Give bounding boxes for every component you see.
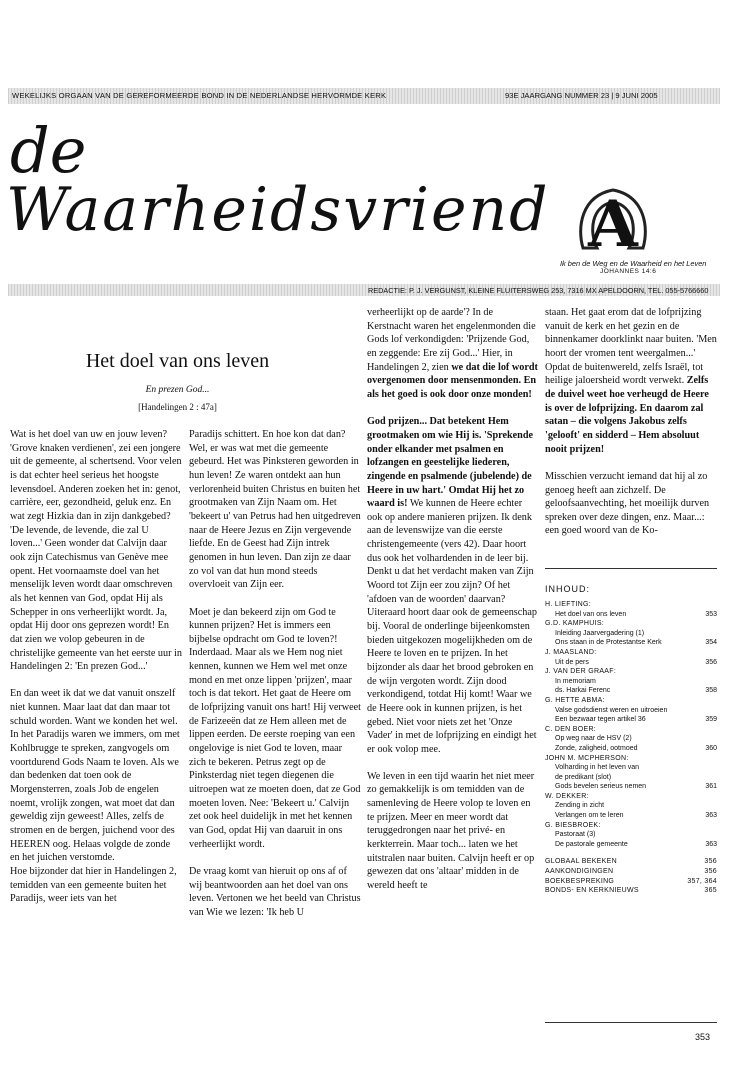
article-title: Het doel van ons leven <box>85 350 270 372</box>
toc-entry[interactable] <box>545 840 717 850</box>
toc-entry-page: 360 <box>705 744 717 752</box>
toc-entry-title: ds. Harkai Ferenc <box>555 687 611 695</box>
toc-entry-title: Valse godsdienst weren en uitroeien <box>555 706 668 714</box>
toc-entry-page: 361 <box>705 783 717 791</box>
paragraph: Misschien verzucht iemand dat hij al zo genoeg heeft aan zichzelf. De geloofsaanvechting, het moeilijk durven spreken over deze dingen, enz. Maar...: een goed woord van de Ko- <box>545 470 710 537</box>
toc-entry-title: Verlangen om te leren <box>555 812 624 820</box>
toc-section-page: 356 <box>704 868 717 876</box>
toc-entry[interactable] <box>545 801 717 811</box>
paragraph: We kunnen de Heere echter ook op andere manieren prijzen. Ik denk aan de levenswijze van die eerste christengemeente (vers 42). Daar hoort dus ook het volhardenden in de leer bij. Denkt u dat het verdacht maken van Zijn Woord tot Zijn eer zou zijn? Of het 'afdoen van de woorden' daarvan? Uiteraard hoort daar ook de gemeenschap bij. Vooral de onderlinge bijeenkomsten bieden uitgekozen mogelijkheden om de Heere te loven en te prijzen. In het bijzonder als daar het brood gebroken en de wijn vergoten wordt. Zijn dood verkondigend, totdat Hij komt! Waar we de Heere ook in kunnen prijzen, is het gebed. Niet voor niets zet het 'Onze Vader' in met de lofprijzing en eindigt het er ook volop mee. <box>367 498 537 755</box>
paragraph: staan. Het gaat erom dat de lofprijzing vanuit de kerk en het gezin en de binnenkamer doorklinkt naar buiten. 'Men hoort der vromen tent weergalmen...' Opdat de buitenwereld, zelfs Israël, tot heilige jaloersheid wordt verwekt. <box>545 307 717 387</box>
redactie-address: REDACTIE: P. J. VERGUNST, KLEINE FLUITERSWEG 253, 7316 MX APELDOORN, TEL. 055-5766660 <box>368 286 709 295</box>
toc-entry[interactable] <box>545 658 717 668</box>
toc-section[interactable] <box>545 857 717 867</box>
emphasis-text: Zelfs de duivel weet hoe verheugd de Heere is over de lofprijzing. En daarom zal satan – die volgens Jakobus zelfs 'gelooft' en sidderd – Hem absoluut nooit prijzen! <box>545 375 709 455</box>
toc-entry[interactable] <box>545 811 717 821</box>
toc-entry-title: Het doel van ons leven <box>555 610 627 618</box>
toc-author: J. VAN DER GRAAF: <box>545 668 617 676</box>
paragraph: verheerlijkt op de aarde'? In de Kerstnacht waren het engelenmonden die Gods lof verkondigden: 'Prijzende God, en zeggende: Ere zij God...' Hier, in Handelingen 2, zien <box>367 307 536 373</box>
masthead-de: de <box>10 114 87 187</box>
toc-entry[interactable] <box>545 734 717 744</box>
toc-entry-title: De pastorale gemeente <box>555 840 628 848</box>
toc-entry-page: 356 <box>705 658 717 666</box>
paragraph: Paradijs schittert. En hoe kon dat dan? Wel, er was wat met die gemeente gebeurd. Het was Pinksteren geworden in hun leven! Ze waren ontdekt aan hun verlorenheid buiten Christus en buiten het grootmaken van Zijn Naam om. Het 'bekeert u' van Petrus had hen uitgedreven naar de Heere Jezus en Zijn vergevende liefde. En de Geest had Zijn intrek genomen in hun leven. Dan zijn ze daar zo vol van dat hun mond steeds overvloeit van Zijn eer. <box>189 429 361 591</box>
toc-author: J. MAASLAND: <box>545 648 597 656</box>
toc-entry-page: 358 <box>705 687 717 695</box>
toc-author: C. DEN BOER: <box>545 725 597 733</box>
toc-author: JOHN M. MCPHERSON: <box>545 754 629 762</box>
toc-author: G. BIESBROEK: <box>545 821 601 829</box>
header-publication: WEKELIJKS ORGAAN VAN DE GEREFORMEERDE BOND IN DE NEDERLANDSE HERVORMDE KERK <box>12 91 387 100</box>
toc-entry[interactable] <box>545 744 717 754</box>
toc-entry-title: Een bezwaar tegen artikel 36 <box>555 716 646 724</box>
article-column-1 <box>10 428 182 920</box>
toc-author: G. HETTE ABMA: <box>545 696 605 704</box>
toc-section-title: GLOBAAL BEKEKEN <box>545 858 617 866</box>
motto-reference: JOHANNES 14:6 <box>600 268 657 275</box>
motto: Ik ben de Weg en de Waarheid en het Leven <box>560 259 707 268</box>
toc-entry[interactable] <box>545 677 717 687</box>
masthead-title: Waarheidsvriend <box>6 175 550 245</box>
toc-entry-title: Zonde, zaligheid, ootmoed <box>555 744 638 752</box>
toc-entry-title: Volharding in het leven van <box>555 764 640 772</box>
toc-entry[interactable] <box>545 830 717 840</box>
toc-section-page: 356 <box>704 858 717 866</box>
toc-entry-title: Inleiding Jaarvergadering (1) <box>555 629 645 637</box>
paragraph: Moet je dan bekeerd zijn om God te kunnen prijzen? Het is immers een bijbelse opdracht om God te loven?! Inderdaad. Maar als we Hem nog niet kennen, kunnen we Hem wel met onze mond en met onze lippen 'prijzen', maar toch is dat tekort. Het gaat de Heere om de lofprijzing vanuit ons hart! Hij verweet de Farizeeën dat ze Hem alleen met de lippen eerden. De eerste roeping van een ongelovige is niet God te loven, maar zich te bekeren. Petrus zegt op de Pinksterdag niet tegen diegenen die uitroepen wat ze moeten doen, dat ze God moeten loven. Nee: 'Bekeert u.' Calvijn zet ook heel duidelijk in met het kennen van God, opdat Hij van daaruit in ons verheerlijkt wordt. <box>189 606 362 850</box>
divider <box>545 1022 717 1023</box>
toc-entry[interactable] <box>545 629 717 639</box>
toc-entry-page: 359 <box>705 716 717 724</box>
page-number: 353 <box>695 1032 711 1042</box>
toc-section[interactable] <box>545 886 717 896</box>
article-column-4 <box>545 306 717 552</box>
paragraph: En dan weet ik dat we dat vanuit onszelf niet kunnen. Maar laat dat dan maar tot schuld worden. Want we konden het wel. In het Paradijs waren we immers, om met Kohlbrugge te spreken, zangvogels om voortdurend Gods Naam te loven. Als we dan bedenken dat toen ook de Morgensterren, zoals Job de engelen noemt, vrolijk zongen, wat moet dat dan geweldig zijn geweest! Alles, zelfs de stromen en de bergen, juichend voor des HEEREN oog. Helaas volgde de zonde en het juichen verstomde. <box>10 688 180 864</box>
toc-entry-title: Uit de pers <box>555 658 589 666</box>
paragraph: We leven in een tijd waarin het niet meer zo gemakkelijk is om temidden van de samenleving de Heere volop te loven en te prijzen. Meer en meer wordt dat teruggedrongen naar het privé- en kerkterrein. Maar toch... laten we het uitstralen naar buiten. Calvijn heeft er op gewezen dat ons 'altaar' midden in de wereld heeft te <box>367 770 535 891</box>
toc-entry[interactable] <box>545 610 717 620</box>
toc-entry-title: de predikant (slot) <box>555 773 612 781</box>
toc-heading: INHOUD: <box>545 584 590 594</box>
toc-entry-title: In memoriam <box>555 677 596 685</box>
toc-entry[interactable] <box>545 686 717 696</box>
article-subtitle: En prezen God... <box>145 385 210 395</box>
toc-entry-page: 363 <box>705 840 717 848</box>
paragraph: Hoe bijzonder dat hier in Handelingen 2, temidden van een gemeente buiten het Paradijs, weer iets van het <box>10 865 177 905</box>
toc-entry[interactable] <box>545 638 717 648</box>
divider <box>545 568 717 569</box>
paragraph: Wat is het doel van uw en jouw leven? 'Grove knaken verdienen', zei een jongere uit de gemeente, al schertsend. Voor velen is dat echter heel serieus het hoogste levensdoel. Anderen zoeken het in: genot, carrière, eer, gezondheid, geluk enz. En wat zegt Hizkia dan in zijn dankgebed? 'De levende, de levende, die zal U loven...' Geen wonder dat Calvijn daar ook zijn Catechismus van Genève mee opent. Het voornaamste doel van het menselijk leven wordt daar omschreven als het kennen van God, opdat Hij als Schepper in ons verheerlijkt wordt. Ja, opdat Hij door ons geprezen wordt! En dat zien we volop gebeuren in de christelijke gemeente van het eerste uur in Handelingen 2: 'En prezen God...' <box>10 429 182 673</box>
toc-entry-title: Ons staan in de Protestantse Kerk <box>555 639 662 647</box>
toc-author: H. LIEFTING: <box>545 601 591 608</box>
toc-entry[interactable] <box>545 706 717 716</box>
toc-entry-page: 354 <box>705 639 717 647</box>
toc-entry[interactable] <box>545 763 717 773</box>
paragraph: De vraag komt van hieruit op ons af of wij beantwoorden aan het doel van ons leven. Vertonen we het beeld van Christus van Wie we lezen: 'Ik heb U <box>189 865 361 918</box>
toc-section[interactable] <box>545 877 717 887</box>
emphasis-text: God prijzen... Dat betekent Hem grootmaken om wie Hij is. 'Sprekende onder elkander met psalmen en lofzangen en geestelijke liederen, zingende en psalmende (jubelende) de Heere in uw hart.' Omdat Hij het zo waard is! <box>367 416 534 510</box>
toc-entry-page: 363 <box>705 812 717 820</box>
article-reference: [Handelingen 2 : 47a] <box>138 402 217 412</box>
toc-author: W. DEKKER: <box>545 792 589 800</box>
alpha-omega-logo <box>575 178 651 258</box>
toc-entry-title: Pastoraat (3) <box>555 831 596 839</box>
toc-entry[interactable] <box>545 773 717 783</box>
toc-section[interactable] <box>545 867 717 877</box>
table-of-contents <box>545 600 717 896</box>
toc-entry[interactable] <box>545 715 717 725</box>
toc-entry-page: 353 <box>705 610 717 618</box>
toc-entry-title: Op weg naar de HSV (2) <box>555 735 632 743</box>
toc-section-page: 365 <box>704 887 717 895</box>
logo-letter: A <box>588 187 638 258</box>
toc-author: G.D. KAMPHUIS: <box>545 620 605 628</box>
toc-section-title: BOEKBESPREKING <box>545 877 615 885</box>
toc-entry-title: Zending in zicht <box>555 802 605 810</box>
header-issue: 93E JAARGANG NUMMER 23 | 9 JUNI 2005 <box>505 91 658 100</box>
toc-entry[interactable] <box>545 782 717 792</box>
article-column-3 <box>367 306 539 906</box>
emphasis-text: we dat die lof wordt overgenomen door mensenmonden. En als het goed is ook door onze monden! <box>367 361 538 400</box>
toc-section-page: 357, 364 <box>687 877 717 885</box>
toc-section-title: AANKONDIGINGEN <box>545 868 614 876</box>
article-column-2 <box>189 428 361 933</box>
toc-entry-title: Gods bevelen serieus nemen <box>555 783 647 791</box>
toc-section-title: BONDS- EN KERKNIEUWS <box>545 887 639 895</box>
